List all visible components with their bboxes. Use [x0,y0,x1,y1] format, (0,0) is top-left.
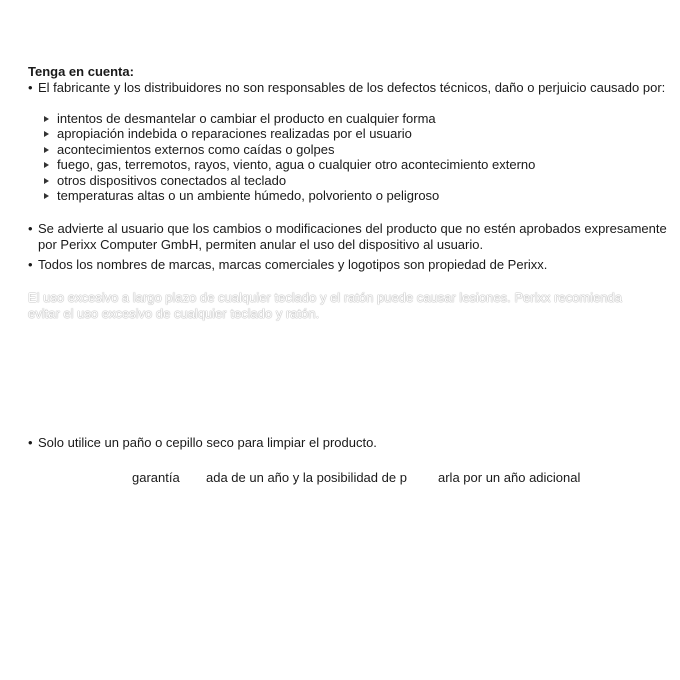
triangle-bullet-icon [44,162,49,168]
cleaning-instruction: • Solo utilice un paño o cepillo seco para limpiar el producto. [28,435,377,450]
liability-item: otros dispositivos conectados al teclado [44,173,644,189]
triangle-bullet-icon [44,178,49,184]
triangle-bullet-icon [44,131,49,137]
liability-item: intentos de desmantelar o cambiar el producto en cualquier forma [44,111,644,127]
modification-warning: • Se advierte al usuario que los cambios o modificaciones del producto que no estén aprobados expresamente por Perixx Computer GmbH, permiten anular el uso del dispositivo al usuario. [28,221,667,252]
triangle-bullet-icon [44,116,49,122]
bullet-dot-icon: • [28,257,33,272]
bullet-dot-icon: • [28,80,33,95]
bullet-dot-icon: • [28,435,33,450]
warranty-fragment: garantía [132,470,180,485]
liability-item: apropiación indebida o reparaciones realizadas por el usuario [44,126,644,142]
warranty-fragment: arla por un año adicional [438,470,581,485]
liability-item: acontecimientos externos como caídas o golpes [44,142,644,158]
bullet-dot-icon: • [28,221,33,236]
triangle-bullet-icon [44,147,49,153]
health-warning: El uso excesivo a largo plazo de cualquier teclado y el ratón puede causar lesiones. Perixx recomienda evitar el uso excesivo de cualquier teclado y ratón. [28,290,623,321]
triangle-bullet-icon [44,193,49,199]
notice-heading: Tenga en cuenta: [28,64,134,79]
liability-item: fuego, gas, terremotos, rayos, viento, agua o cualquier otro acontecimiento externo [44,157,644,173]
liability-intro: • El fabricante y los distribuidores no son responsables de los defectos técnicos, daño o perjuicio causado por: [28,80,666,95]
warranty-fragment: ada de un año y la posibilidad de p [206,470,407,485]
trademarks-notice: • Todos los nombres de marcas, marcas comerciales y logotipos son propiedad de Perixx. [28,257,548,272]
liability-item: temperaturas altas o un ambiente húmedo, polvoriento o peligroso [44,188,644,204]
